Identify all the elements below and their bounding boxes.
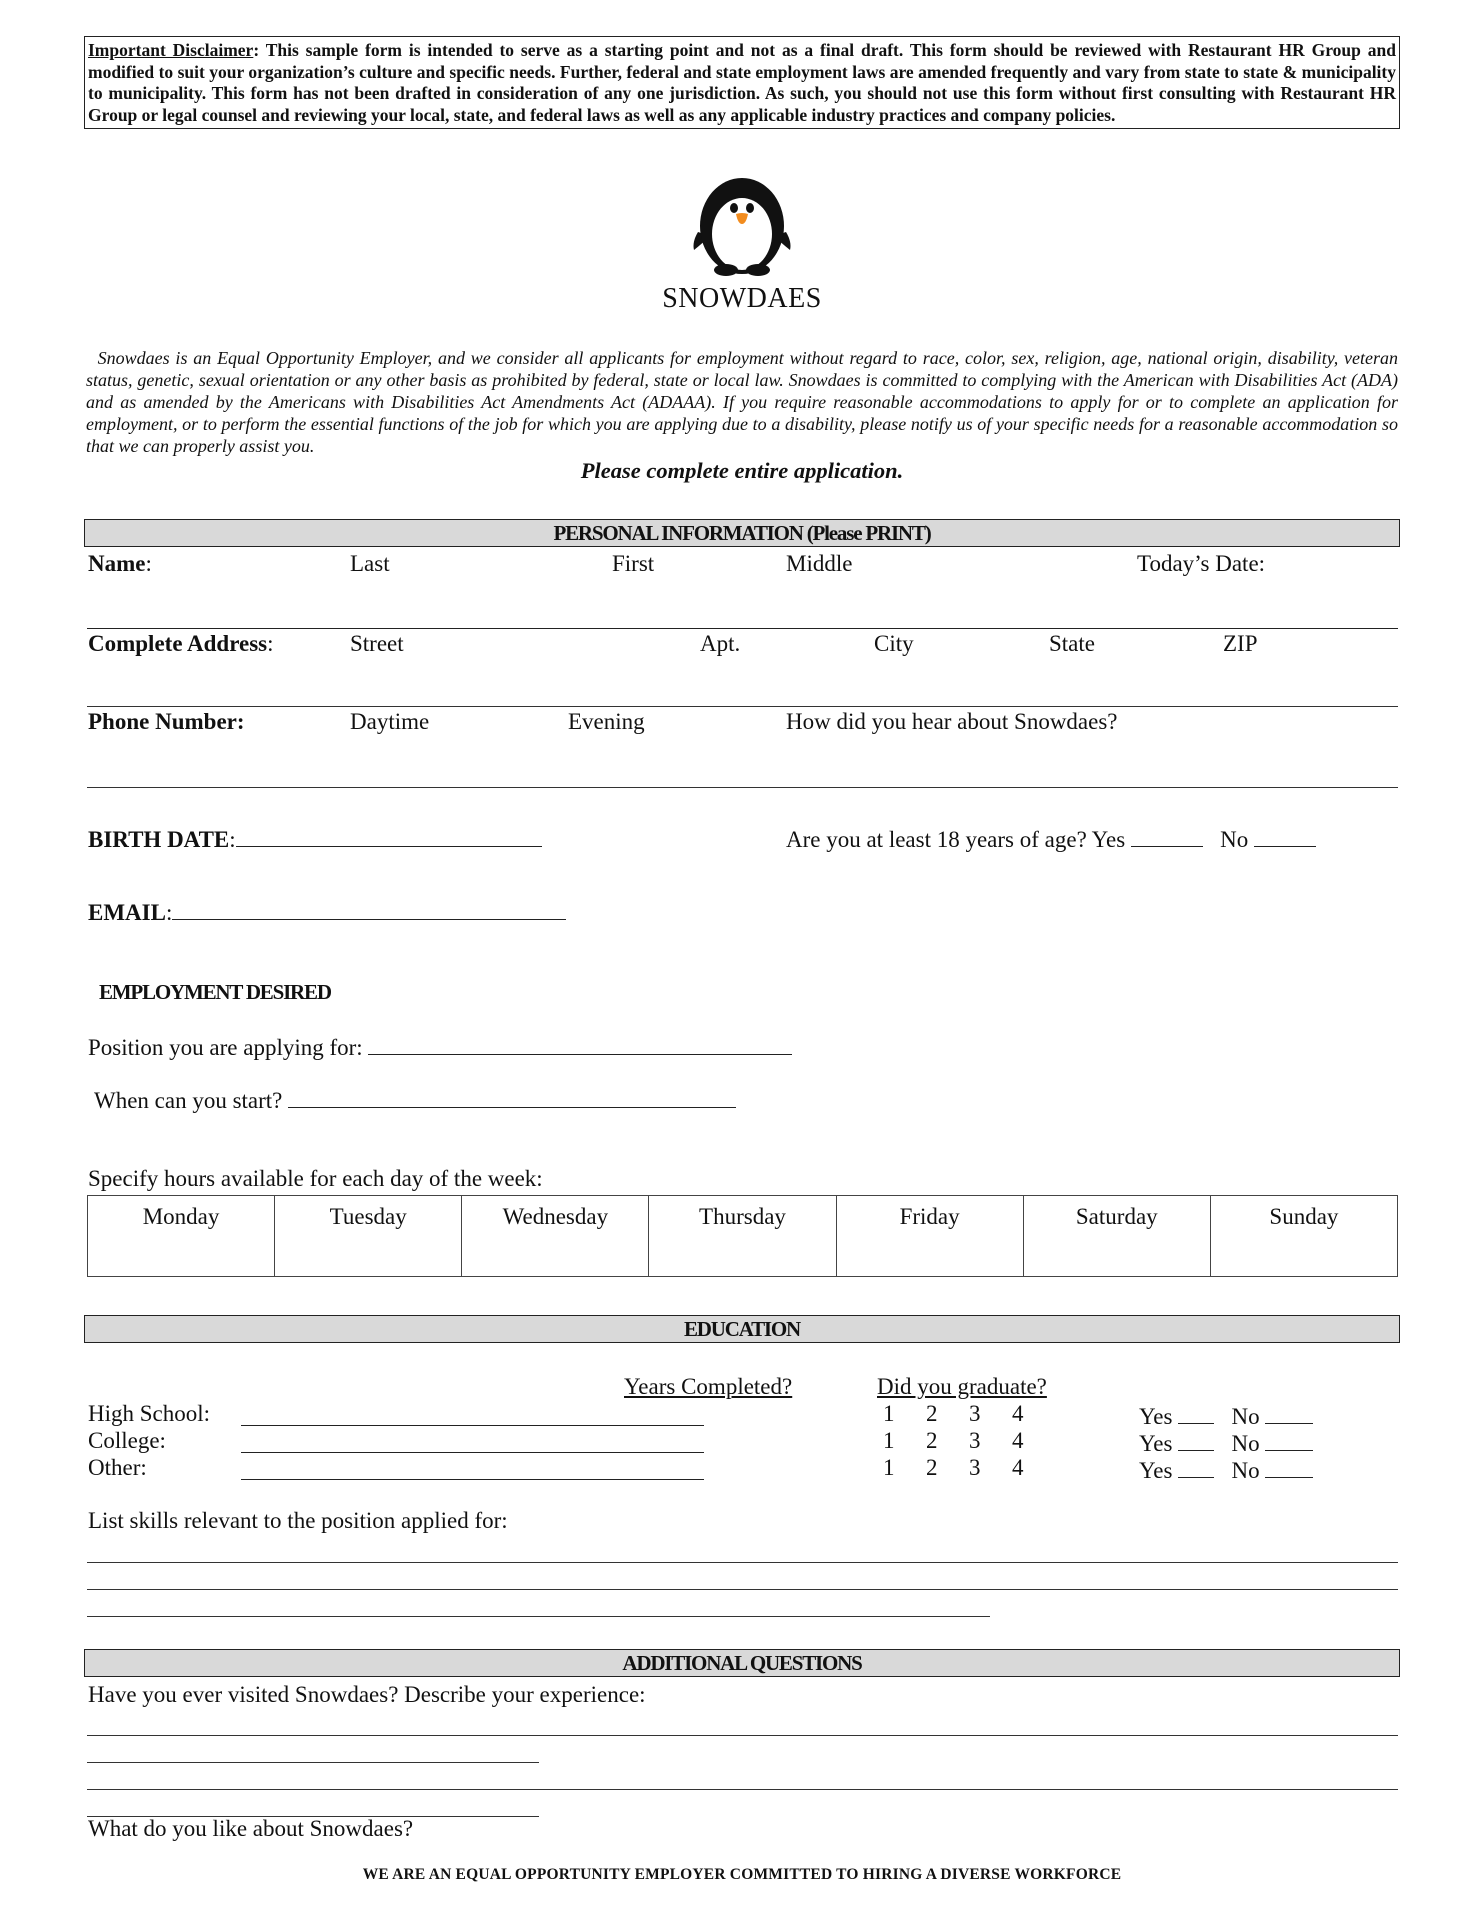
year-option[interactable]: 3 <box>969 1428 981 1453</box>
year-option[interactable]: 4 <box>1012 1455 1024 1480</box>
phone-line[interactable] <box>87 787 1398 788</box>
eeo-text: Snowdaes is an Equal Opportunity Employer, and we consider all applicants for employment without regard to race, color, sex, religion, age, national origin, disability, veteran status, genetic, sexual orientation or any other basis as prohibited by federal, state or local law. Snowdaes is committed to complying with the American with Disabilities Act (ADA) and as amended by the Americans with Disabilities Act Amendments Act (ADAAA). If you require reasonable accommodations to apply for or to complete an application for employment, or to perform the essential functions of the job for which you are applying due to a disability, please notify us of your specific needs for a reasonable accommodation so that we can properly assist you. <box>86 348 1398 456</box>
email-field[interactable] <box>172 897 566 920</box>
visited-line[interactable] <box>87 1789 1398 1790</box>
edu-grad-high-school <box>1139 1401 1313 1430</box>
name-label-text: Name <box>88 551 146 576</box>
skills-prompt: List skills relevant to the position applied for: <box>88 1508 508 1533</box>
name-label <box>88 551 152 577</box>
yes-field[interactable] <box>1178 1428 1214 1451</box>
age-yes-field[interactable] <box>1131 824 1203 847</box>
footer: WE ARE AN EQUAL OPPORTUNITY EMPLOYER COMMITTED TO HIRING A DIVERSE WORKFORCE <box>362 1866 1122 1883</box>
edu-grad-college <box>1139 1428 1313 1457</box>
hours-wednesday[interactable]: Wednesday <box>462 1196 649 1276</box>
year-option[interactable]: 3 <box>969 1401 981 1426</box>
age-no-label: No <box>1220 827 1249 852</box>
address-label <box>88 631 274 657</box>
company-name: SNOWDAES <box>662 283 822 314</box>
yes-label: Yes <box>1139 1404 1173 1429</box>
age-question <box>786 824 1316 853</box>
hours-friday[interactable]: Friday <box>837 1196 1024 1276</box>
edu-years-college[interactable] <box>883 1428 1055 1454</box>
daytime-label: Daytime <box>350 709 430 734</box>
no-field[interactable] <box>1265 1401 1313 1424</box>
yes-field[interactable] <box>1178 1455 1214 1478</box>
edu-years-high-school[interactable] <box>883 1401 1055 1427</box>
education-header: EDUCATION <box>84 1315 1400 1343</box>
position-text: Position you are applying for: <box>88 1035 363 1060</box>
age-no-field[interactable] <box>1254 824 1316 847</box>
position-question <box>88 1032 792 1061</box>
birth-date-colon: : <box>229 827 236 852</box>
additional-header: ADDITIONAL QUESTIONS <box>84 1649 1400 1677</box>
evening-label: Evening <box>568 709 645 734</box>
year-option[interactable]: 2 <box>926 1401 938 1426</box>
year-option[interactable]: 3 <box>969 1455 981 1480</box>
age-question-text: Are you at least 18 years of age? Yes <box>786 827 1126 852</box>
birth-date-field[interactable] <box>236 824 542 847</box>
edu-grad-other <box>1139 1455 1313 1484</box>
hours-monday[interactable]: Monday <box>88 1196 275 1276</box>
hear-about-label: How did you hear about Snowdaes? <box>786 709 1118 734</box>
yes-label: Yes <box>1139 1431 1173 1456</box>
year-option[interactable]: 4 <box>1012 1401 1024 1426</box>
eeo-statement <box>86 347 1398 457</box>
no-label: No <box>1231 1431 1260 1456</box>
year-option[interactable]: 4 <box>1012 1428 1024 1453</box>
edu-years-other[interactable] <box>883 1455 1055 1481</box>
city-label: City <box>874 631 914 656</box>
email-text: EMAIL <box>88 900 166 925</box>
penguin-logo-icon <box>688 170 796 278</box>
hours-saturday[interactable]: Saturday <box>1024 1196 1211 1276</box>
start-text: When can you start? <box>94 1088 283 1113</box>
start-field[interactable] <box>288 1085 736 1108</box>
birth-date-label <box>88 824 542 853</box>
like-question: What do you like about Snowdaes? <box>88 1816 414 1841</box>
hours-table <box>87 1195 1398 1277</box>
name-line[interactable] <box>87 628 1398 629</box>
no-label: No <box>1231 1404 1260 1429</box>
last-label: Last <box>350 551 390 576</box>
start-question <box>94 1085 736 1114</box>
first-label: First <box>612 551 655 576</box>
edu-field-other[interactable] <box>241 1479 704 1480</box>
edu-label-college: College: <box>88 1428 166 1453</box>
year-option[interactable]: 1 <box>883 1428 895 1453</box>
no-field[interactable] <box>1265 1455 1313 1478</box>
hours-prompt: Specify hours available for each day of the week: <box>88 1166 543 1191</box>
edu-label-other: Other: <box>88 1455 147 1480</box>
visited-line[interactable] <box>87 1735 1398 1736</box>
year-option[interactable]: 1 <box>883 1455 895 1480</box>
year-option[interactable]: 2 <box>926 1428 938 1453</box>
apt-label: Apt. <box>700 631 741 656</box>
did-graduate-header: Did you graduate? <box>877 1374 1047 1399</box>
year-option[interactable]: 2 <box>926 1455 938 1480</box>
visited-line[interactable] <box>87 1762 539 1763</box>
years-completed-header: Years Completed? <box>624 1374 793 1399</box>
name-colon: : <box>145 551 152 576</box>
email-colon: : <box>165 900 173 925</box>
position-field[interactable] <box>368 1032 792 1055</box>
email-label <box>88 897 566 926</box>
employment-header: EMPLOYMENT DESIRED <box>99 980 331 1004</box>
skills-line[interactable] <box>87 1589 1398 1590</box>
no-field[interactable] <box>1265 1428 1313 1451</box>
visited-question: Have you ever visited Snowdaes? Describe your experience: <box>88 1682 646 1707</box>
state-label: State <box>1049 631 1095 656</box>
address-colon: : <box>267 631 274 656</box>
skills-line[interactable] <box>87 1562 1398 1563</box>
zip-label: ZIP <box>1223 631 1258 656</box>
todays-date-label: Today’s Date: <box>1137 551 1266 576</box>
disclaimer-box <box>84 36 1400 129</box>
hours-sunday[interactable]: Sunday <box>1269 1204 1339 1229</box>
street-label: Street <box>350 631 404 656</box>
personal-info-header: PERSONAL INFORMATION (Please PRINT) <box>84 519 1400 547</box>
edu-field-high-school[interactable] <box>241 1425 704 1426</box>
yes-field[interactable] <box>1178 1401 1214 1424</box>
address-label-text: Complete Address <box>88 631 268 656</box>
phone-label: Phone Number: <box>88 709 245 734</box>
skills-line[interactable] <box>87 1616 990 1617</box>
birth-date-text: BIRTH DATE <box>88 827 230 852</box>
yes-label: Yes <box>1139 1458 1173 1483</box>
no-label: No <box>1231 1458 1260 1483</box>
address-line[interactable] <box>87 706 1398 707</box>
instruction: Please complete entire application. <box>580 458 904 483</box>
edu-field-college[interactable] <box>241 1452 704 1453</box>
disclaimer-lead: Important Disclaimer <box>88 40 254 60</box>
disclaimer-text: : This sample form is intended to serve as a starting point and not as a final draft. This form should be reviewed with Restaurant HR Group and modified to suit your organization’s culture and specific needs. Further, federal and state employment laws are amended frequently and vary from state to state & municipality to municipality. This form has not been drafted in consideration of any one jurisdiction. As such, you should not use this form without first consulting with Restaurant HR Group or legal counsel and reviewing your local, state, and federal laws as well as any applicable industry practices and company policies. <box>88 40 1396 125</box>
hours-tuesday[interactable]: Tuesday <box>275 1196 462 1276</box>
year-option[interactable]: 1 <box>883 1401 895 1426</box>
edu-label-high-school: High School: <box>88 1401 211 1426</box>
hours-thursday[interactable]: Thursday <box>649 1196 836 1276</box>
middle-label: Middle <box>786 551 853 576</box>
